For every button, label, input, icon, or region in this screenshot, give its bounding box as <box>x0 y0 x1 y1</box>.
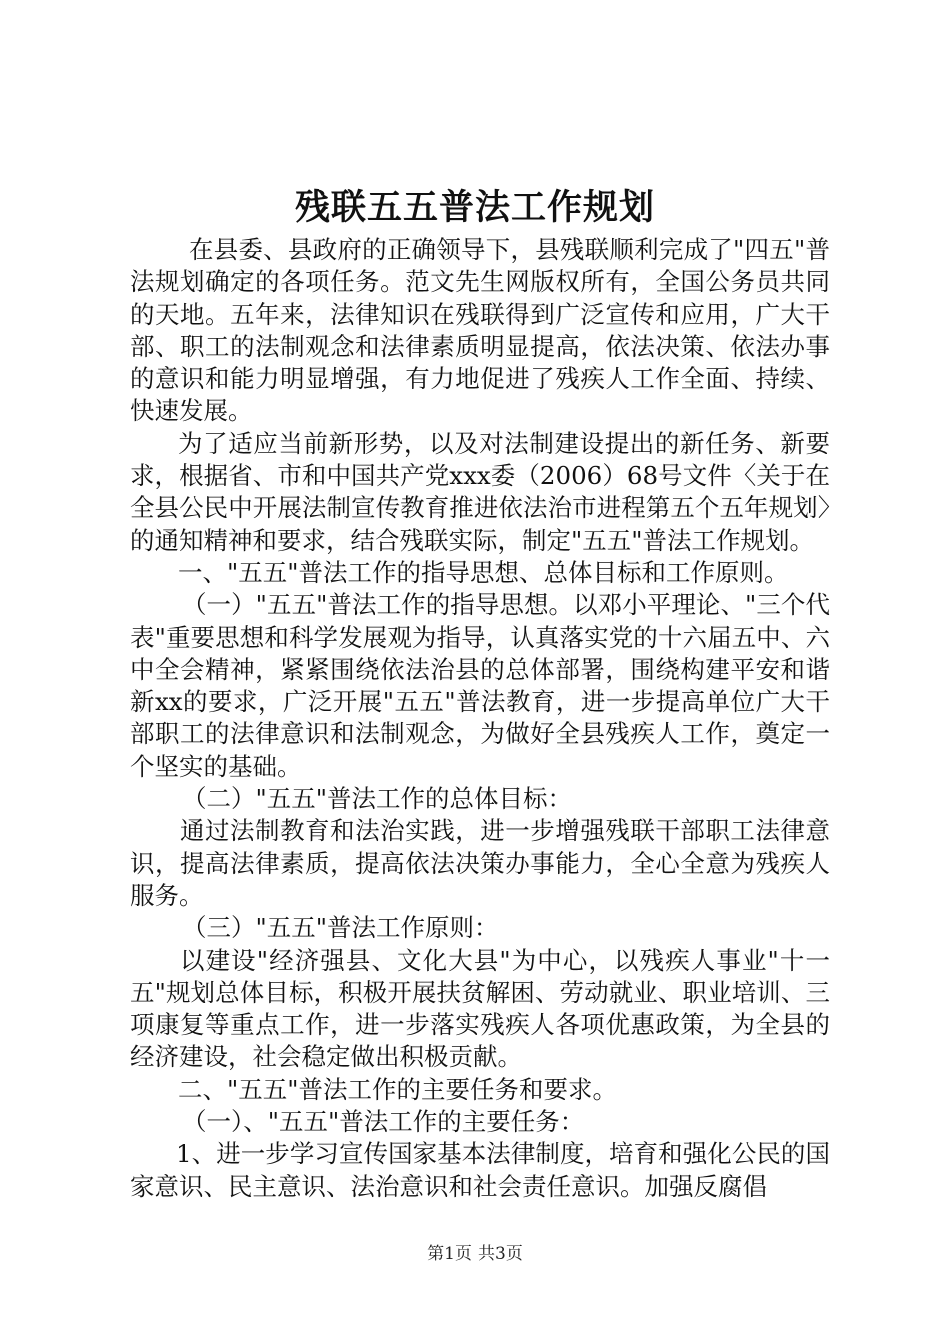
paragraph-goals: 通过法制教育和法治实践，进一步增强残联干部职工法律意识，提高法律素质，提高依法决策办事能力，全心全意为残疾人服务。 <box>130 816 830 910</box>
page-footer <box>0 1242 950 1266</box>
paragraph-principles: 以建设"经济强县、文化大县"为中心，以残疾人事业"十一五"规划总体目标，积极开展扶贫解困、劳动就业、职业培训、三项康复等重点工作，进一步落实残疾人各项优惠政策，为全县的经济建设，社会稳定做出积极贡献。 <box>130 945 830 1072</box>
subsection-heading-principles: （三）"五五"普法工作原则： <box>182 913 499 943</box>
section-heading-2: 二、"五五"普法工作的主要任务和要求。 <box>178 1074 618 1104</box>
subsection-heading-goals: （二）"五五"普法工作的总体目标： <box>182 784 573 814</box>
page-total: 共3页 <box>478 1244 523 1264</box>
paragraph-intro: 在县委、县政府的正确领导下，县残联顺利完成了"四五"普法规划确定的各项任务。范文先生网版权所有，全国公务员共同的天地。五年来，法律知识在残联得到广泛宣传和应用，广大干部、职工的法制观念和法律素质明显提高，依法决策、依法办事的意识和能力明显增强，有力地促进了残疾人工作全面、持续、快速发展。 <box>130 235 830 426</box>
section-heading-1: 一、"五五"普法工作的指导思想、总体目标和工作原则。 <box>178 557 789 587</box>
subsection-heading-tasks: （一）、"五五"普法工作的主要任务： <box>182 1107 585 1137</box>
document-title: 残联五五普法工作规划 <box>294 187 655 228</box>
subsection-guiding-thought: （一）"五五"普法工作的指导思想。以邓小平理论、"三个代表"重要思想和科学发展观为指导，认真落实党的十六届五中、六中全会精神，紧紧围绕依法治县的总体部署，围绕构建平安和谐新xx的要求，广泛开展"五五"普法教育，进一步提高单位广大干部职工的法律意识和法制观念，为做好全县残疾人工作，奠定一个坚实的基础。 <box>130 590 830 781</box>
page-number: 第1页 <box>427 1244 472 1264</box>
document-body <box>130 234 830 1203</box>
paragraph-task-1: 1、进一步学习宣传国家基本法律制度，培育和强化公民的国家意识、民主意识、法治意识和社会责任意识。加强反腐倡 <box>130 1139 830 1201</box>
paragraph-basis: 为了适应当前新形势，以及对法制建设提出的新任务、新要求，根据省、市和中国共产党xxx委（2006）68号文件〈关于在全县公民中开展法制宣传教育推进依法治市进程第五个五年规划〉的通知精神和要求，结合残联实际，制定"五五"普法工作规划。 <box>130 428 830 555</box>
